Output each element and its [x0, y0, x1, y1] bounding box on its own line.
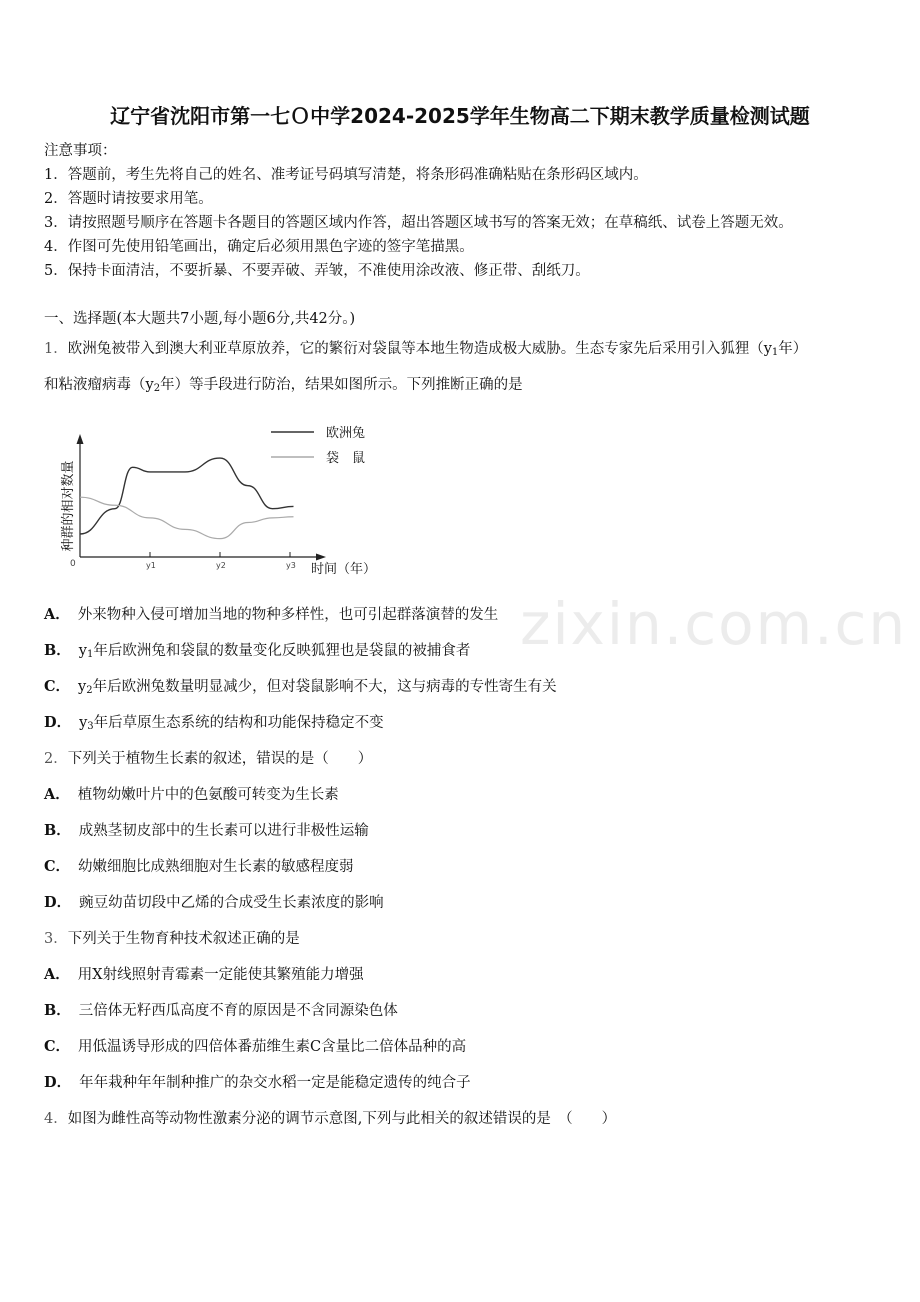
y-axis-label: 种群的相对数量 [61, 460, 76, 552]
option-letter: C． [44, 858, 71, 875]
option-letter: A． [44, 786, 70, 803]
option-letter: A． [44, 966, 70, 983]
notice-item: 4．作图可先使用铅笔画出，确定后必须用黑色字迹的签字笔描黑。 [44, 239, 474, 255]
q2-option-c[interactable] [44, 855, 354, 876]
q1-option-a[interactable] [44, 603, 498, 624]
notice-heading: 注意事项： [44, 143, 117, 159]
question-text: 年）等手段进行防治，结果如图所示。下列推断正确的是 [160, 377, 523, 393]
origin-label: 0 [70, 559, 76, 569]
q3-option-d[interactable] [44, 1071, 471, 1092]
notice-item: 2．答题时请按要求用笔。 [44, 191, 213, 207]
option-text: 成熟茎韧皮部中的生长素可以进行非极性运输 [78, 823, 369, 839]
section-heading: 一、选择题(本大题共7小题,每小题6分,共42分。) [44, 311, 356, 327]
x-tick-label: y2 [216, 561, 226, 570]
q1-option-c[interactable] [44, 675, 557, 696]
option-letter: D． [44, 1074, 72, 1091]
option-letter: C． [44, 678, 71, 695]
option-letter: B． [44, 1002, 71, 1019]
option-text: 年后欧洲兔数量明显减少，但对袋鼠影响不大，这与病毒的专性寄生有关 [92, 679, 557, 695]
question-text: 如图为雌性高等动物性激素分泌的调节示意图,下列与此相关的叙述错误的是 （ ） [67, 1111, 617, 1127]
x-axis-arrow [316, 554, 326, 561]
option-text: 年后欧洲兔和袋鼠的数量变化反映狐狸也是袋鼠的被捕食者 [93, 643, 471, 659]
question-text: 欧洲兔被带入到澳大利亚草原放养，它的繁衍对袋鼠等本地生物造成极大威胁。生态专家先后采用引入狐狸（y [67, 341, 772, 357]
x-tick-label: y1 [146, 561, 156, 570]
legend-label: 袋 鼠 [326, 451, 366, 466]
question-number: 1． [44, 341, 68, 357]
option-letter: C． [44, 1038, 71, 1055]
legend-label: 欧洲兔 [326, 426, 366, 441]
chart-axes [77, 434, 327, 561]
option-var: y [78, 643, 87, 659]
x-axis-label: 时间（年） [311, 562, 377, 577]
q2-option-b[interactable] [44, 819, 369, 840]
question-number: 2． [44, 751, 68, 767]
question-2 [44, 747, 372, 768]
q2-option-d[interactable] [44, 891, 384, 912]
question-3 [44, 927, 300, 948]
notice-item: 3．请按照题号顺序在答题卡各题目的答题区域内作答，超出答题区域书写的答案无效；在草稿纸、试卷上答题无效。 [44, 215, 793, 231]
x-tick-label: y3 [286, 561, 296, 570]
question-1-line-2 [44, 373, 523, 394]
subscript: 2 [86, 685, 93, 696]
question-text: 和粘液瘤病毒（y [44, 377, 154, 393]
option-text: 豌豆幼苗切段中乙烯的合成受生长素浓度的影响 [79, 895, 384, 911]
option-letter: D． [44, 894, 72, 911]
option-text: 年后草原生态系统的结构和功能保持稳定不变 [93, 715, 384, 731]
option-text: 用低温诱导形成的四倍体番茄维生素C含量比二倍体品种的高 [78, 1039, 467, 1055]
option-letter: B． [44, 642, 71, 659]
option-text: 幼嫩细胞比成熟细胞对生长素的敏感程度弱 [78, 859, 354, 875]
question-number: 3． [44, 931, 68, 947]
q2-option-a[interactable] [44, 783, 339, 804]
q1-option-d[interactable] [44, 711, 384, 732]
q3-option-b[interactable] [44, 999, 398, 1020]
series-line [80, 458, 294, 534]
q1-option-b[interactable] [44, 639, 470, 660]
question-text: 下列关于植物生长素的叙述，错误的是（ ） [67, 751, 373, 767]
option-text: 植物幼嫩叶片中的色氨酸可转变为生长素 [77, 787, 339, 803]
series-line [80, 497, 294, 538]
notice-item: 5．保持卡面清洁，不要折暴、不要弄破、弄皱，不准使用涂改液、修正带、刮纸刀。 [44, 263, 590, 279]
option-text: 外来物种入侵可增加当地的物种多样性，也可引起群落演替的发生 [77, 607, 499, 623]
question-text: 下列关于生物育种技术叙述正确的是 [67, 931, 300, 947]
subscript: 3 [87, 721, 94, 732]
option-letter: D． [44, 714, 72, 731]
page-title: 辽宁省沈阳市第一七Ｏ中学2024-2025学年生物高二下期末教学质量检测试题 [110, 104, 810, 128]
option-text: 三倍体无籽西瓜高度不育的原因是不含同源染色体 [78, 1003, 398, 1019]
notice-item: 1．答题前，考生先将自己的姓名、准考证号码填写清楚，将条形码准确粘贴在条形码区域内。 [44, 167, 648, 183]
option-text: 用X射线照射青霉素一定能使其繁殖能力增强 [77, 967, 364, 983]
y-axis-arrow [77, 434, 84, 444]
subscript: 2 [153, 383, 161, 394]
population-chart [56, 416, 386, 586]
question-4 [44, 1107, 616, 1128]
watermark: zixin.com.cn [520, 590, 908, 658]
option-text: 年年栽种年年制种推广的杂交水稻一定是能稳定遗传的纯合子 [79, 1075, 471, 1091]
option-var: y [78, 679, 87, 695]
question-number: 4． [44, 1111, 68, 1127]
q3-option-c[interactable] [44, 1035, 466, 1056]
q3-option-a[interactable] [44, 963, 364, 984]
option-var: y [79, 715, 88, 731]
option-letter: A． [44, 606, 70, 623]
subscript: 1 [86, 649, 94, 660]
subscript: 1 [771, 347, 779, 358]
option-letter: B． [44, 822, 71, 839]
question-text: 年） [778, 341, 808, 357]
question-1-line-1 [44, 337, 807, 358]
